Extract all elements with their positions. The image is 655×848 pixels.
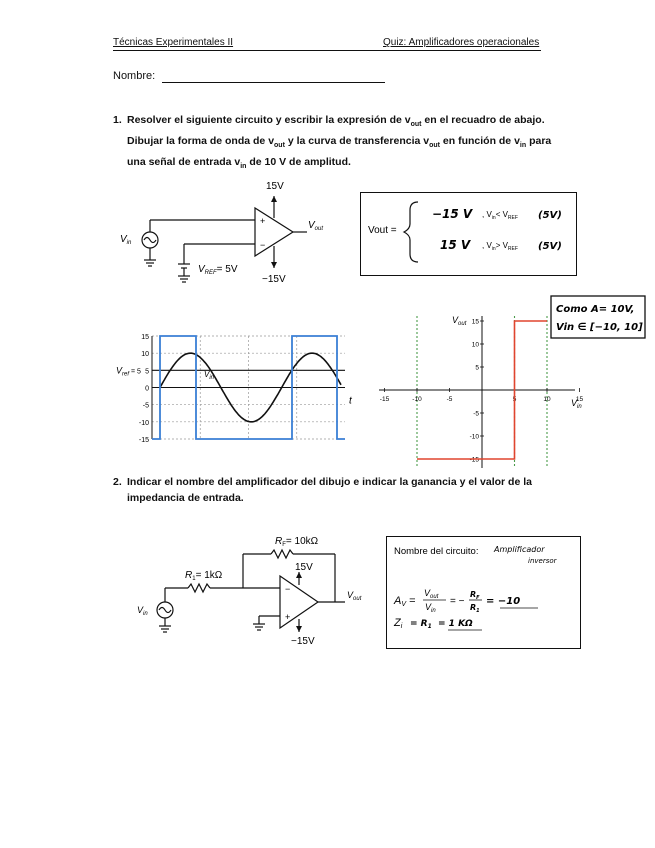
av-symbol: AV =	[394, 595, 416, 608]
x-tick-label: -5	[446, 396, 453, 403]
note-line-1: Como A= 10V,	[556, 304, 635, 315]
q2-vneg-label: −15V	[291, 636, 315, 647]
circuit-name-answer-1: Amplificador	[494, 545, 545, 554]
zi-equals: = $R_1$	[410, 619, 432, 630]
course-title: Técnicas Experimentales II	[113, 37, 234, 48]
ratio-denominator: $R_1$	[470, 603, 480, 614]
case2-value: 15 V	[440, 238, 471, 252]
y-tick-label: -15	[469, 456, 479, 464]
q1-text-d: en función de v	[439, 135, 520, 148]
y-tick-label: 15	[471, 318, 479, 326]
q1-sub-in-1: in	[519, 142, 527, 150]
case1-value: −15 V	[432, 207, 473, 221]
q1-vneg-label: −15V	[262, 274, 286, 285]
q2-minus-sign: −	[285, 584, 291, 594]
case2-condition: , $V_{in}> V_{REF}$	[482, 241, 518, 252]
y-axis-label: $V_{out}$	[452, 315, 467, 327]
zi-result: = 1 KΩ	[438, 619, 473, 629]
y-tick-label: 0	[145, 385, 149, 393]
x-tick-label: 15	[575, 396, 584, 403]
x-tick-label: -10	[412, 396, 422, 403]
frac-denominator: $V_{in}$	[425, 602, 436, 614]
q1-text-e: para una señal de entrada v	[127, 135, 552, 169]
quiz-title: Quiz: Amplificadores operacionales	[383, 37, 540, 48]
q2-vpos-label: 15V	[295, 562, 313, 573]
y-tick-label: -10	[138, 419, 149, 427]
y-tick-label: 10	[471, 341, 479, 349]
ratio-numerator: $R_F$	[470, 590, 480, 601]
q1-minus-sign: −	[260, 240, 266, 250]
question-1-number: 1.	[113, 114, 122, 126]
transfer-chart	[375, 312, 590, 470]
x-axis-label: $V_{in}$	[571, 398, 582, 410]
circuit-name-label: Nombre del circuito:	[394, 546, 479, 557]
r1-label: $R_1= 1k\Omega$	[185, 570, 223, 582]
note-line-2: Vin ∈ [−10, 10]	[556, 322, 643, 333]
y-tick-label: 15	[141, 334, 149, 341]
name-label: Nombre:	[113, 70, 156, 82]
y-tick-label: -10	[469, 433, 479, 441]
q1-sub-out-2: out	[274, 142, 285, 150]
comparator-circuit	[112, 176, 342, 291]
q1-sub-in-2: in	[240, 163, 247, 171]
rf-label: $R_F= 10k\Omega$	[275, 536, 319, 548]
q1-vref-label: $V_{REF}= 5V$	[198, 264, 238, 276]
av-equals: = −	[450, 596, 465, 607]
q1-text-f: de 10 V de amplitud.	[246, 156, 351, 169]
q1-text-a: Resolver el siguiente circuito y escribir la expresión de v	[127, 114, 411, 126]
q2-vin-label: $V_{in}$	[137, 605, 148, 617]
zi-symbol: Zi	[394, 617, 403, 630]
q2-plus-sign: +	[285, 612, 291, 622]
x-axis-label: t	[349, 395, 352, 407]
case1-ref: (5V)	[538, 210, 562, 221]
y-tick-label: 5	[145, 368, 149, 376]
question-2-number: 2.	[113, 476, 122, 488]
q2-answer-box[interactable]	[386, 536, 582, 650]
q1-sub-out-1: out	[410, 121, 422, 129]
x-tick-label: 10	[543, 396, 551, 403]
inverting-amp-circuit	[135, 530, 365, 650]
x-tick-label: -15	[379, 396, 390, 403]
y-tick-label: -5	[142, 402, 149, 410]
question-2-text: Indicar el nombre del amplificador del dibujo e indicar la ganancia y el valor de la impedancia de entrada.	[127, 476, 532, 504]
waveform-chart	[110, 326, 355, 448]
circuit-name-answer-2: inversor	[528, 557, 557, 565]
vref-label: $V_{ref}$ $^{= 5}$	[116, 365, 141, 378]
av-result: = −10	[486, 596, 521, 607]
q1-sub-out-3: out	[429, 142, 440, 150]
case1-condition: , $V_{in}< V_{REF}$	[482, 210, 518, 221]
q1-vout-label: $V_{out}$	[308, 220, 324, 232]
name-field-line[interactable]	[162, 82, 385, 83]
q1-answer-box[interactable]	[360, 192, 578, 277]
q1-text-b: en el recuadro de abajo. Dibujar la forma de onda de v	[127, 114, 545, 148]
vin-label: $V_{in}$	[204, 370, 215, 382]
y-tick-label: -5	[473, 410, 479, 418]
q1-text-c: y la curva de transferencia v	[284, 135, 430, 148]
q1-plus-sign: +	[260, 216, 266, 226]
frac-numerator: $V_{out}$	[424, 588, 439, 600]
y-tick-label: 5	[475, 364, 479, 372]
q2-vout-label: $V_{out}$	[347, 590, 362, 602]
y-tick-label: 10	[141, 351, 149, 359]
question-1-text	[127, 112, 553, 175]
y-tick-label: -15	[138, 437, 149, 444]
header-rule	[113, 50, 541, 51]
q1-vpos-label: 15V	[266, 181, 284, 192]
case2-ref: (5V)	[538, 241, 562, 252]
vout-prefix: Vout =	[368, 225, 397, 236]
q1-vin-label: $V_{in}$	[120, 234, 132, 246]
x-tick-label: 5	[512, 396, 517, 403]
